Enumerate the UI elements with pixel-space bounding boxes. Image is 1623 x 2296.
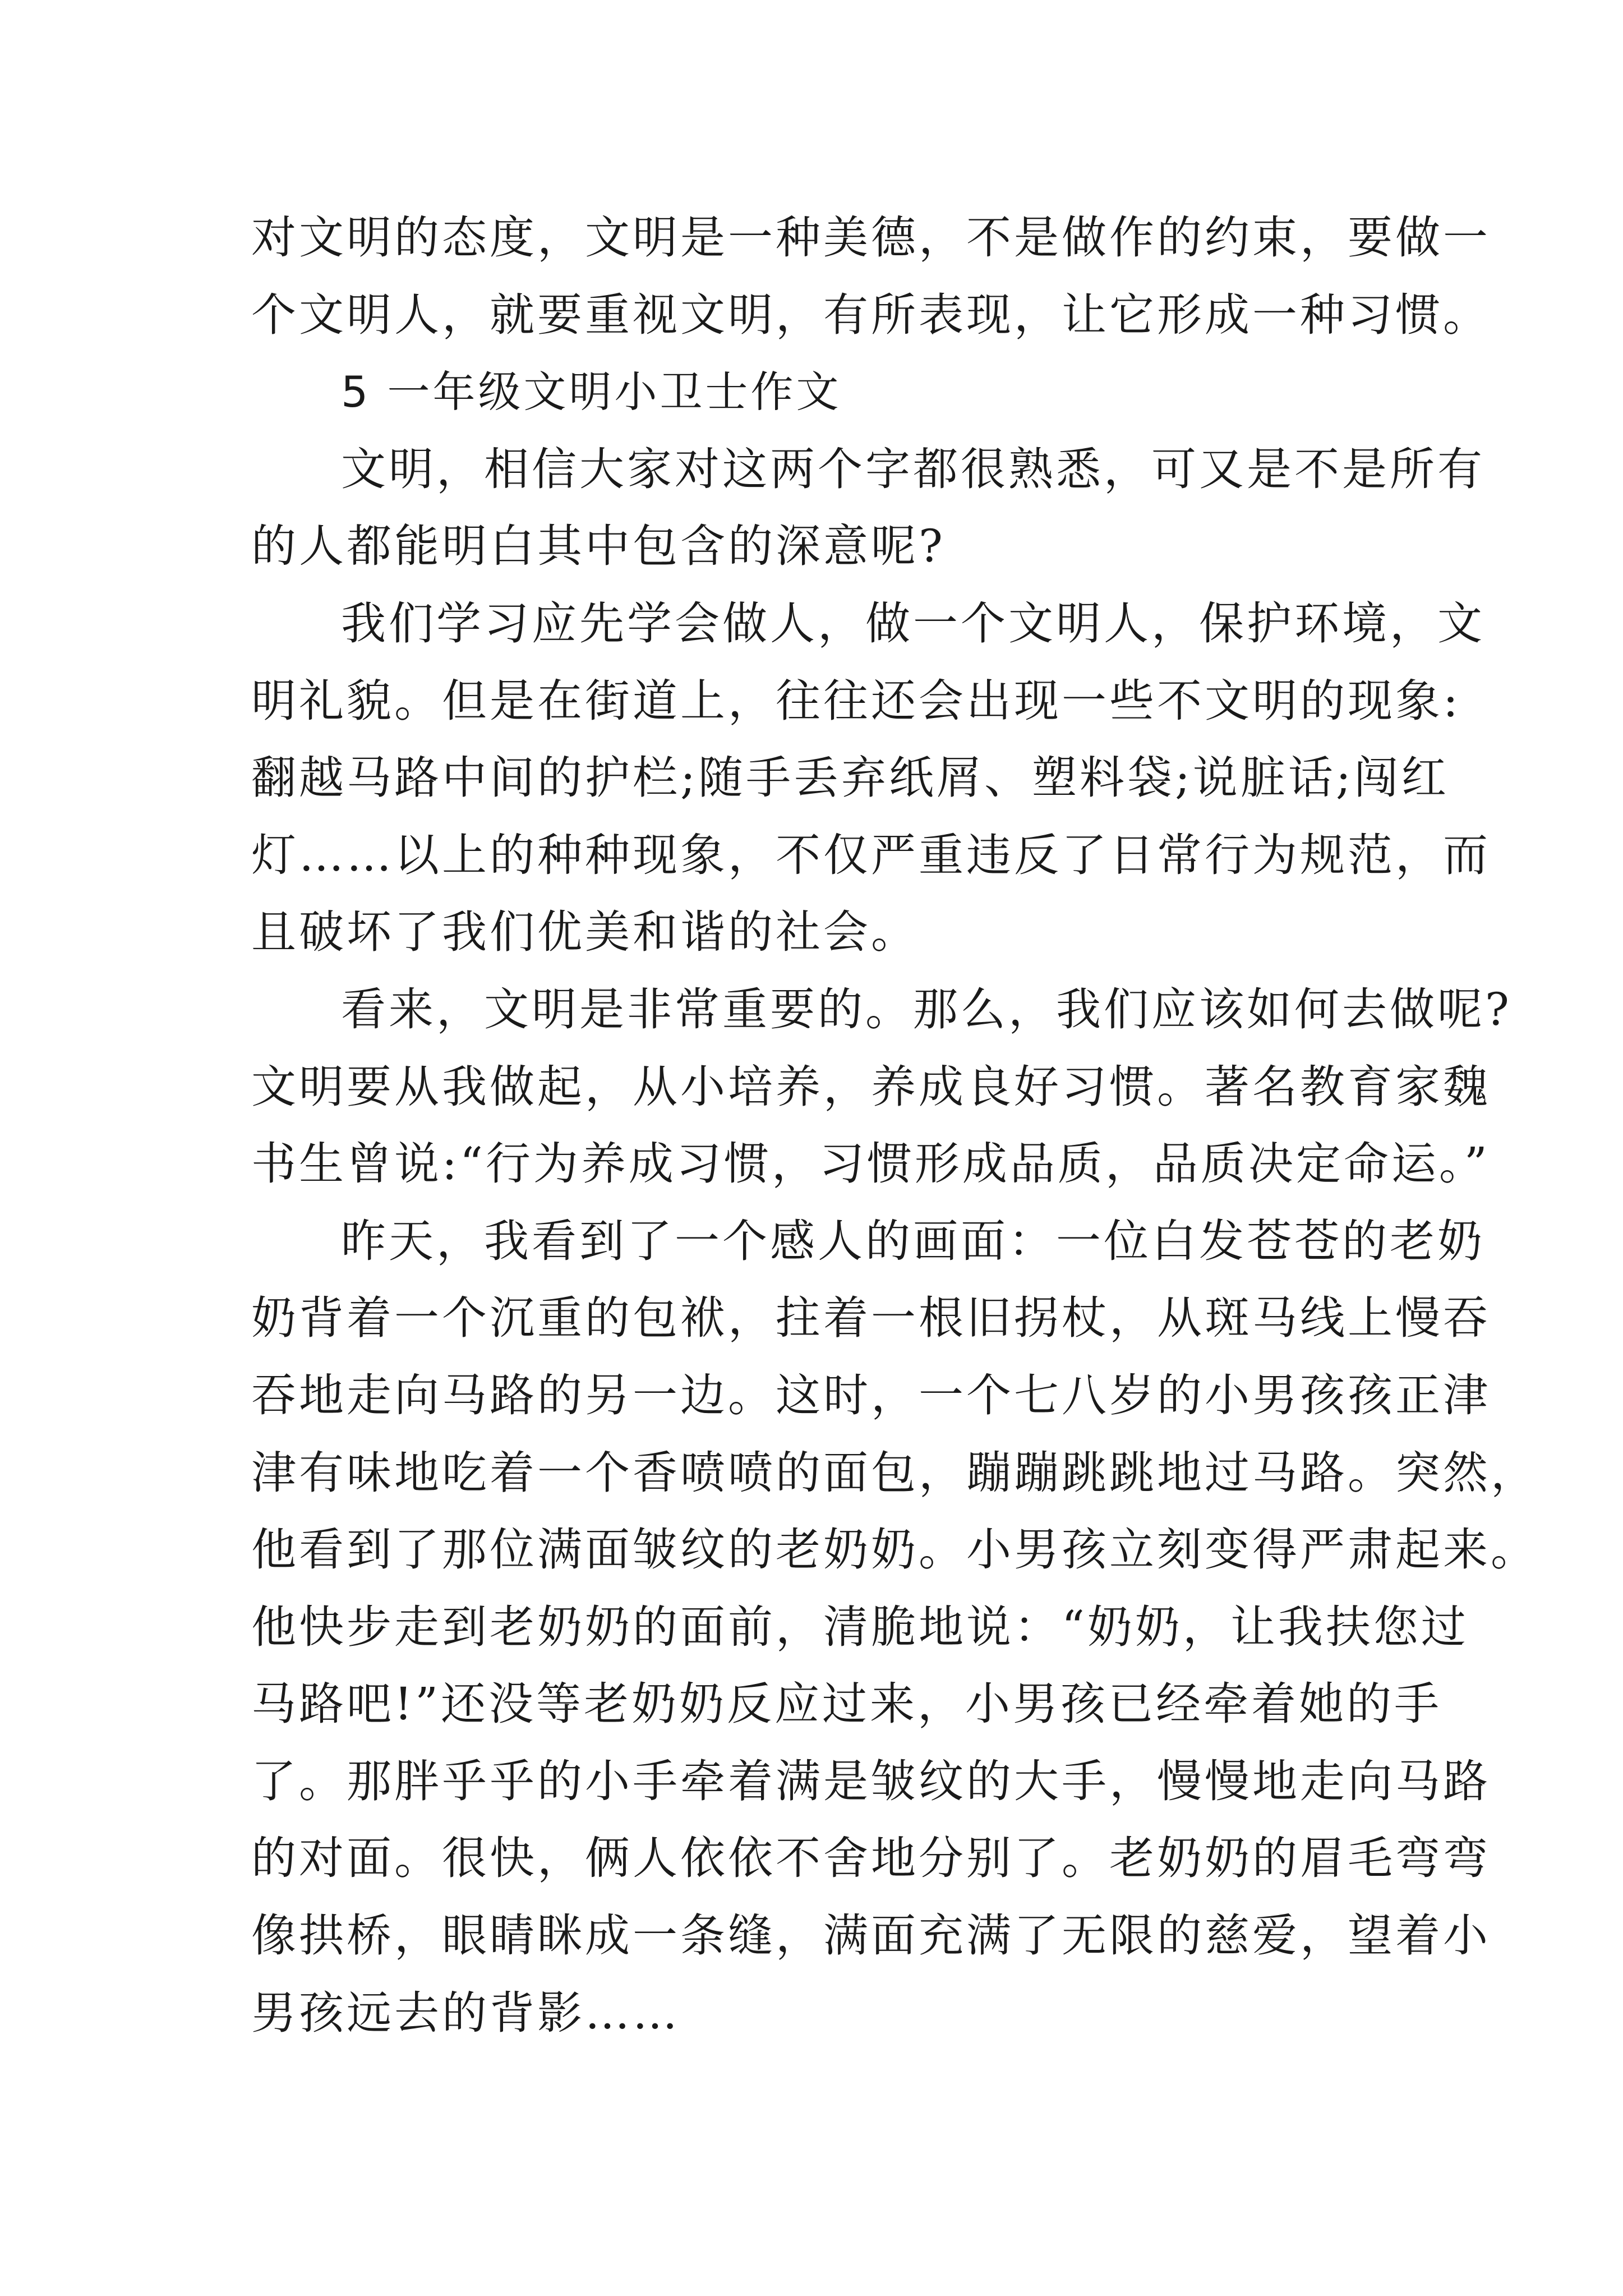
text-line: 奶背着一个沉重的包袱，拄着一根旧拐杖，从斑马线上慢吞 — [251, 1292, 1491, 1345]
text-line: 的人都能明白其中包含的深意呢? — [251, 520, 946, 573]
text-line: 对文明的态度，文明是一种美德，不是做作的约束，要做一 — [251, 211, 1491, 264]
text-line: 灯……以上的种种现象，不仅严重违反了日常行为规范，而 — [251, 829, 1491, 881]
paragraph-start-line: 昨天，我看到了一个感人的画面：一位白发苍苍的老奶 — [341, 1214, 1485, 1267]
paragraph-start-line: 看来，文明是非常重要的。那么，我们应该如何去做呢? — [341, 983, 1512, 1036]
document-body — [251, 199, 1538, 2051]
text-line: 津有味地吃着一个香喷喷的面包，蹦蹦跳跳地过马路。突然， — [251, 1446, 1538, 1499]
text-line: 男孩远去的背影…… — [251, 1986, 680, 2039]
paragraph-start-line: 文明，相信大家对这两个字都很熟悉，可又是不是所有 — [341, 443, 1485, 495]
text-line: 了。那胖乎乎的小手牵着满是皱纹的大手，慢慢地走向马路 — [251, 1755, 1491, 1807]
text-line: 文明要从我做起，从小培养，养成良好习惯。著名教育家魏 — [251, 1060, 1491, 1113]
text-line: 马路吧!”还没等老奶奶反应过来，小男孩已经牵着她的手 — [251, 1678, 1442, 1731]
text-line: 明礼貌。但是在街道上，往往还会出现一些不文明的现象: — [251, 674, 1461, 727]
text-line: 吞地走向马路的另一边。这时，一个七八岁的小男孩孩正津 — [251, 1369, 1491, 1421]
section-heading: 5 一年级文明小卫士作文 — [341, 367, 842, 417]
text-line: 他快步走到老奶奶的面前，清脆地说：“奶奶，让我扶您过 — [251, 1600, 1469, 1653]
paragraph-start-line: 我们学习应先学会做人，做一个文明人，保护环境，文 — [341, 597, 1485, 650]
text-line: 且破坏了我们优美和谐的社会。 — [251, 906, 919, 959]
text-line: 的对面。很快，俩人依依不舍地分别了。老奶奶的眉毛弯弯 — [251, 1832, 1491, 1885]
text-line: 翻越马路中间的护栏;随手丢弃纸屑、塑料袋;说脏话;闯红 — [251, 752, 1449, 804]
text-line: 他看到了那位满面皱纹的老奶奶。小男孩立刻变得严肃起来。 — [251, 1524, 1538, 1576]
text-line: 个文明人，就要重视文明，有所表现，让它形成一种习惯。 — [251, 288, 1491, 341]
text-line: 像拱桥，眼睛眯成一条缝，满面充满了无限的慈爱，望着小 — [251, 1910, 1491, 1962]
text-line: 书生曾说:“行为养成习惯，习惯形成品质，品质决定命运。” — [251, 1138, 1490, 1190]
